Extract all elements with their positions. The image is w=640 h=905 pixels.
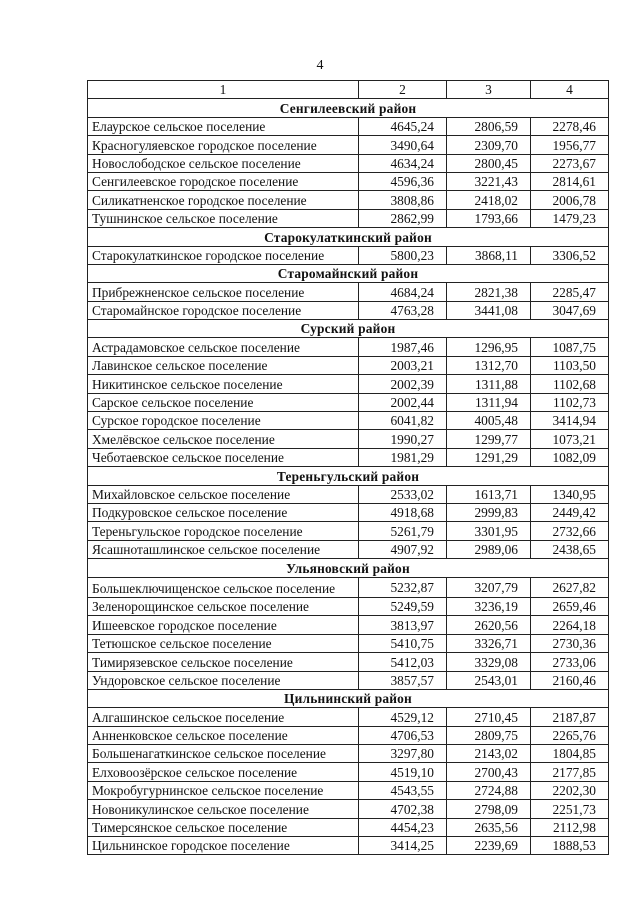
table-row bbox=[88, 726, 609, 744]
table-row bbox=[88, 503, 609, 521]
column-header-2: 2 bbox=[359, 81, 447, 99]
settlement-name: Лавинское сельское поселение bbox=[88, 356, 359, 374]
value-column-4: 2264,18 bbox=[531, 616, 609, 634]
value-column-4: 2732,66 bbox=[531, 522, 609, 540]
value-column-2: 6041,82 bbox=[359, 412, 447, 430]
settlement-name: Новоникулинское сельское поселение bbox=[88, 800, 359, 818]
value-column-2: 3490,64 bbox=[359, 136, 447, 154]
value-column-2: 1981,29 bbox=[359, 448, 447, 466]
settlement-name: Никитинское сельское поселение bbox=[88, 375, 359, 393]
district-name: Тереньгульский район bbox=[88, 467, 609, 485]
table-row bbox=[88, 412, 609, 430]
value-column-4: 1102,68 bbox=[531, 375, 609, 393]
table-row bbox=[88, 430, 609, 448]
district-header-row bbox=[88, 467, 609, 485]
table-row bbox=[88, 708, 609, 726]
value-column-3: 3441,08 bbox=[447, 301, 531, 319]
value-column-2: 5261,79 bbox=[359, 522, 447, 540]
district-header-row bbox=[88, 320, 609, 338]
value-column-2: 1990,27 bbox=[359, 430, 447, 448]
table-row bbox=[88, 837, 609, 855]
value-column-4: 1479,23 bbox=[531, 209, 609, 227]
value-column-3: 2143,02 bbox=[447, 745, 531, 763]
value-column-2: 4543,55 bbox=[359, 781, 447, 799]
value-column-4: 2251,73 bbox=[531, 800, 609, 818]
value-column-4: 2627,82 bbox=[531, 577, 609, 597]
table-row bbox=[88, 283, 609, 301]
settlement-name: Тушнинское сельское поселение bbox=[88, 209, 359, 227]
value-column-3: 2809,75 bbox=[447, 726, 531, 744]
settlement-name: Тимерсянское сельское поселение bbox=[88, 818, 359, 836]
value-column-2: 5800,23 bbox=[359, 246, 447, 264]
value-column-2: 2533,02 bbox=[359, 485, 447, 503]
value-column-3: 4005,48 bbox=[447, 412, 531, 430]
settlement-name: Тимирязевское сельское поселение bbox=[88, 653, 359, 671]
value-column-3: 3329,08 bbox=[447, 653, 531, 671]
value-column-3: 2309,70 bbox=[447, 136, 531, 154]
settlement-name: Сурское городское поселение bbox=[88, 412, 359, 430]
value-column-4: 2265,76 bbox=[531, 726, 609, 744]
value-column-2: 3297,80 bbox=[359, 745, 447, 763]
value-column-3: 1613,71 bbox=[447, 485, 531, 503]
table-row bbox=[88, 522, 609, 540]
value-column-4: 2112,98 bbox=[531, 818, 609, 836]
district-name: Старокулаткинский район bbox=[88, 228, 609, 246]
column-header-1: 1 bbox=[88, 81, 359, 99]
value-column-4: 3306,52 bbox=[531, 246, 609, 264]
district-header-row bbox=[88, 264, 609, 282]
value-column-4: 1102,73 bbox=[531, 393, 609, 411]
value-column-4: 1082,09 bbox=[531, 448, 609, 466]
table-row bbox=[88, 375, 609, 393]
value-column-2: 2862,99 bbox=[359, 209, 447, 227]
value-column-3: 1296,95 bbox=[447, 338, 531, 356]
settlement-name: Новослободское сельское поселение bbox=[88, 154, 359, 172]
value-column-2: 4596,36 bbox=[359, 172, 447, 190]
table-row bbox=[88, 634, 609, 652]
value-column-3: 2800,45 bbox=[447, 154, 531, 172]
value-column-3: 1793,66 bbox=[447, 209, 531, 227]
table-row bbox=[88, 577, 609, 597]
value-column-2: 3857,57 bbox=[359, 671, 447, 689]
settlement-name: Большеключищенское сельское поселение bbox=[88, 577, 359, 597]
settlement-name: Прибрежненское сельское поселение bbox=[88, 283, 359, 301]
value-column-2: 4907,92 bbox=[359, 540, 447, 558]
value-column-2: 5249,59 bbox=[359, 597, 447, 615]
value-column-3: 2700,43 bbox=[447, 763, 531, 781]
settlement-name: Хмелёвское сельское поселение bbox=[88, 430, 359, 448]
table-row bbox=[88, 800, 609, 818]
settlement-name: Алгашинское сельское поселение bbox=[88, 708, 359, 726]
settlement-table bbox=[87, 80, 609, 855]
table-row bbox=[88, 191, 609, 209]
district-name: Цильнинский район bbox=[88, 689, 609, 707]
value-column-4: 2733,06 bbox=[531, 653, 609, 671]
value-column-2: 4763,28 bbox=[359, 301, 447, 319]
settlement-name: Сенгилеевское городское поселение bbox=[88, 172, 359, 190]
value-column-2: 4634,24 bbox=[359, 154, 447, 172]
settlement-name: Анненковское сельское поселение bbox=[88, 726, 359, 744]
table-row bbox=[88, 485, 609, 503]
value-column-4: 2659,46 bbox=[531, 597, 609, 615]
value-column-3: 2999,83 bbox=[447, 503, 531, 521]
table-row bbox=[88, 356, 609, 374]
settlement-name: Елаурское сельское поселение bbox=[88, 117, 359, 135]
value-column-4: 1956,77 bbox=[531, 136, 609, 154]
value-column-3: 2710,45 bbox=[447, 708, 531, 726]
value-column-4: 2006,78 bbox=[531, 191, 609, 209]
settlement-name: Старомайнское городское поселение bbox=[88, 301, 359, 319]
value-column-3: 3207,79 bbox=[447, 577, 531, 597]
column-header-row bbox=[88, 81, 609, 99]
settlement-name: Михайловское сельское поселение bbox=[88, 485, 359, 503]
value-column-3: 3326,71 bbox=[447, 634, 531, 652]
value-column-2: 1987,46 bbox=[359, 338, 447, 356]
value-column-2: 4918,68 bbox=[359, 503, 447, 521]
value-column-4: 2438,65 bbox=[531, 540, 609, 558]
value-column-2: 4519,10 bbox=[359, 763, 447, 781]
value-column-4: 2449,42 bbox=[531, 503, 609, 521]
value-column-4: 2814,61 bbox=[531, 172, 609, 190]
settlement-name: Сарское сельское поселение bbox=[88, 393, 359, 411]
value-column-3: 2418,02 bbox=[447, 191, 531, 209]
value-column-4: 1073,21 bbox=[531, 430, 609, 448]
table-row bbox=[88, 597, 609, 615]
value-column-3: 1312,70 bbox=[447, 356, 531, 374]
settlement-name: Зеленорощинское сельское поселение bbox=[88, 597, 359, 615]
value-column-2: 2003,21 bbox=[359, 356, 447, 374]
table-row bbox=[88, 172, 609, 190]
value-column-2: 4454,23 bbox=[359, 818, 447, 836]
value-column-4: 1888,53 bbox=[531, 837, 609, 855]
value-column-3: 1291,29 bbox=[447, 448, 531, 466]
settlement-name: Елховоозёрское сельское поселение bbox=[88, 763, 359, 781]
value-column-3: 2724,88 bbox=[447, 781, 531, 799]
settlement-name: Тетюшское сельское поселение bbox=[88, 634, 359, 652]
value-column-3: 3868,11 bbox=[447, 246, 531, 264]
table-row bbox=[88, 653, 609, 671]
table-row bbox=[88, 136, 609, 154]
settlement-name: Тереньгульское городское поселение bbox=[88, 522, 359, 540]
value-column-4: 1087,75 bbox=[531, 338, 609, 356]
district-header-row bbox=[88, 99, 609, 117]
value-column-4: 2160,46 bbox=[531, 671, 609, 689]
value-column-3: 2989,06 bbox=[447, 540, 531, 558]
district-name: Сенгилеевский район bbox=[88, 99, 609, 117]
value-column-4: 2278,46 bbox=[531, 117, 609, 135]
settlement-name: Подкуровское сельское поселение bbox=[88, 503, 359, 521]
district-header-row bbox=[88, 228, 609, 246]
value-column-3: 2821,38 bbox=[447, 283, 531, 301]
value-column-2: 4706,53 bbox=[359, 726, 447, 744]
settlement-name: Старокулаткинское городское поселение bbox=[88, 246, 359, 264]
settlement-name: Большенагаткинское сельское поселение bbox=[88, 745, 359, 763]
settlement-name: Красногуляевское городское поселение bbox=[88, 136, 359, 154]
value-column-2: 3414,25 bbox=[359, 837, 447, 855]
value-column-4: 2285,47 bbox=[531, 283, 609, 301]
table-row bbox=[88, 246, 609, 264]
value-column-4: 2273,67 bbox=[531, 154, 609, 172]
settlement-name: Астрадамовское сельское поселение bbox=[88, 338, 359, 356]
value-column-3: 3221,43 bbox=[447, 172, 531, 190]
district-header-row bbox=[88, 559, 609, 577]
table-row bbox=[88, 781, 609, 799]
table-row bbox=[88, 338, 609, 356]
value-column-3: 1299,77 bbox=[447, 430, 531, 448]
value-column-2: 4529,12 bbox=[359, 708, 447, 726]
value-column-2: 4684,24 bbox=[359, 283, 447, 301]
column-header-4: 4 bbox=[531, 81, 609, 99]
value-column-2: 2002,44 bbox=[359, 393, 447, 411]
table-row bbox=[88, 745, 609, 763]
settlement-name: Цильнинское городское поселение bbox=[88, 837, 359, 855]
settlement-name: Мокробугурнинское сельское поселение bbox=[88, 781, 359, 799]
settlement-name: Ундоровское сельское поселение bbox=[88, 671, 359, 689]
value-column-3: 3301,95 bbox=[447, 522, 531, 540]
table-row bbox=[88, 393, 609, 411]
value-column-3: 1311,94 bbox=[447, 393, 531, 411]
table-row bbox=[88, 301, 609, 319]
value-column-2: 5410,75 bbox=[359, 634, 447, 652]
value-column-2: 4645,24 bbox=[359, 117, 447, 135]
value-column-4: 2187,87 bbox=[531, 708, 609, 726]
value-column-2: 5232,87 bbox=[359, 577, 447, 597]
table-row bbox=[88, 763, 609, 781]
value-column-4: 1804,85 bbox=[531, 745, 609, 763]
value-column-3: 2798,09 bbox=[447, 800, 531, 818]
table-row bbox=[88, 209, 609, 227]
table-row bbox=[88, 117, 609, 135]
table-row bbox=[88, 671, 609, 689]
table-body bbox=[88, 81, 609, 855]
value-column-3: 3236,19 bbox=[447, 597, 531, 615]
settlement-name: Ясашноташлинское сельское поселение bbox=[88, 540, 359, 558]
settlement-name: Силикатненское городское поселение bbox=[88, 191, 359, 209]
value-column-4: 3047,69 bbox=[531, 301, 609, 319]
table-row bbox=[88, 818, 609, 836]
value-column-2: 5412,03 bbox=[359, 653, 447, 671]
value-column-4: 3414,94 bbox=[531, 412, 609, 430]
value-column-4: 2177,85 bbox=[531, 763, 609, 781]
table-row bbox=[88, 154, 609, 172]
value-column-2: 2002,39 bbox=[359, 375, 447, 393]
table-row bbox=[88, 448, 609, 466]
column-header-3: 3 bbox=[447, 81, 531, 99]
settlement-name: Ишеевское городское поселение bbox=[88, 616, 359, 634]
value-column-4: 1103,50 bbox=[531, 356, 609, 374]
settlement-name: Чеботаевское сельское поселение bbox=[88, 448, 359, 466]
district-name: Старомайнский район bbox=[88, 264, 609, 282]
district-header-row bbox=[88, 689, 609, 707]
value-column-2: 4702,38 bbox=[359, 800, 447, 818]
value-column-3: 2239,69 bbox=[447, 837, 531, 855]
value-column-2: 3808,86 bbox=[359, 191, 447, 209]
page-number: 4 bbox=[316, 58, 324, 73]
value-column-4: 1340,95 bbox=[531, 485, 609, 503]
value-column-3: 2635,56 bbox=[447, 818, 531, 836]
district-name: Ульяновский район bbox=[88, 559, 609, 577]
value-column-3: 1311,88 bbox=[447, 375, 531, 393]
value-column-3: 2543,01 bbox=[447, 671, 531, 689]
value-column-3: 2806,59 bbox=[447, 117, 531, 135]
table-row bbox=[88, 616, 609, 634]
district-name: Сурский район bbox=[88, 320, 609, 338]
value-column-4: 2730,36 bbox=[531, 634, 609, 652]
value-column-3: 2620,56 bbox=[447, 616, 531, 634]
value-column-2: 3813,97 bbox=[359, 616, 447, 634]
table-row bbox=[88, 540, 609, 558]
value-column-4: 2202,30 bbox=[531, 781, 609, 799]
